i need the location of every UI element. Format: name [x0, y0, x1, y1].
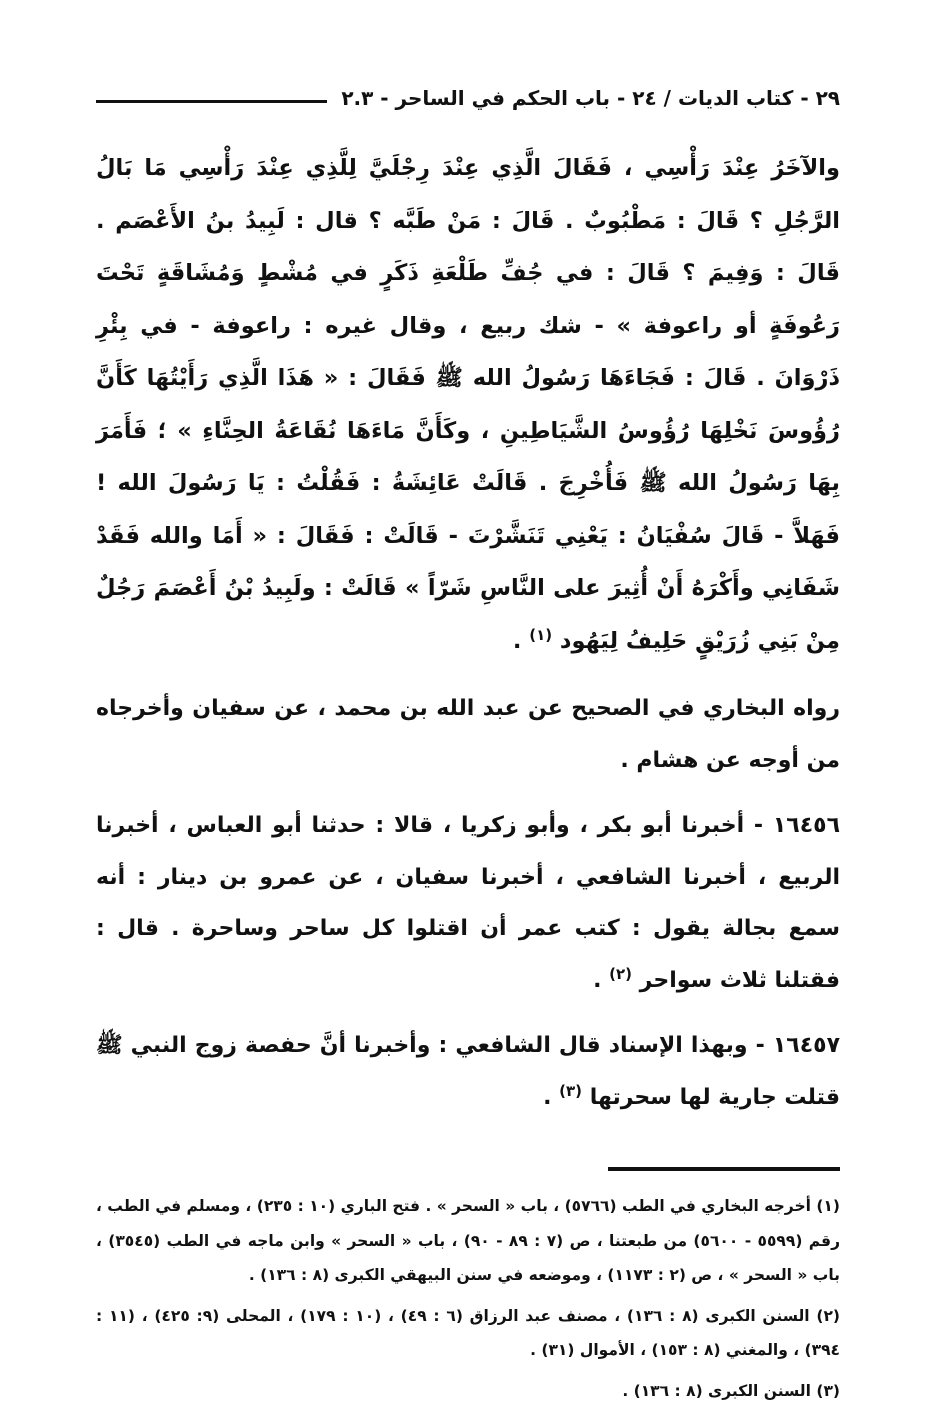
footnote-2: (٢) السنن الكبرى (٨ : ١٣٦) ، مصنف عبد الرزاق (٦ : ٤٩) ، (١٠ : ١٧٩) ، المحلى (٩: ٤٢٥) ، (١١ : ٣٩٤) ، والمغني (٨ : ١٥٣) ، الأموال (٣١) . [96, 1299, 840, 1368]
footnotes [96, 1189, 840, 1408]
paragraph-end: . [513, 628, 529, 654]
running-header [96, 78, 840, 118]
paragraph-text: والآخَرُ عِنْدَ رَأْسِي ، فَقَالَ الَّذِي عِنْدَ رِجْلَيَّ لِلَّذِي عِنْدَ رَأْسِي مَا بَالُ الرَّجُلِ ؟ قَالَ : مَطْبُوبٌ . قَالَ : مَنْ طَبَّه ؟ قال : لَبِيدُ بنُ الأَعْصَم . قَالَ : وَفِيمَ ؟ قَالَ : في جُفِّ طَلْعَةِ ذَكَرٍ في مُشْطٍ وَمُشَاقَةٍ تَحْتَ رَعُوفَةٍ أو راعوفة » - شك ربيع ، وقال غيره : راعوفة - في بِئْرِ ذَرْوَانَ . قَالَ : فَجَاءَهَا رَسُولُ الله ﷺ فَقَالَ : « هَذَا الَّذِي رَأَيْتُهَا كَأَنَّ رُؤُوسَ نَخْلِهَا رُؤُوسُ الشَّيَاطِينِ ، وكَأَنَّ مَاءَهَا نُقَاعَةُ الحِنَّاءِ » ؛ فَأَمَرَ بِهَا رَسُولُ الله ﷺ فَأُخْرِجَ . قَالَتْ عَائِشَةُ : فَقُلْتُ : يَا رَسُولَ الله ! فَهَلاَّ - قَالَ سُفْيَانُ : يَعْنِي تَنَشَّرْتَ - قَالَتْ : فَقَالَ : « أَمَا والله فَقَدْ شَفَانِي وأَكْرَهُ أَنْ أُثِيرَ على النَّاسِ شَرّاً » قَالَتْ : ولَبِيدُ بْنُ أَعْصَمَ رَجُلٌ مِنْ بَنِي زُرَيْقٍ حَلِيفُ لِيَهُود [96, 155, 840, 654]
narration-note-paragraph [96, 683, 840, 786]
paragraph-end: . [593, 968, 609, 993]
footnote-ref-1: (١) [529, 626, 552, 644]
paragraph-end: . [543, 1085, 559, 1110]
paragraph-text: ١٦٤٥٦ - أخبرنا أبو بكر ، وأبو زكريا ، قالا : حدثنا أبو العباس ، أخبرنا الربيع ، أخبرنا الشافعي ، أخبرنا سفيان ، عن عمرو بن دينار : أنه سمع بجالة يقول : كتب عمر أن اقتلوا كل ساحر وساحرة . قال : فقتلنا ثلاث سواحر [96, 813, 840, 993]
running-header-title: ٢٩ - كتاب الديات / ٢٤ - باب الحكم في الساحر - ٢.٣ [327, 86, 840, 110]
hadith-matn-paragraph [96, 142, 840, 667]
footnote-3: (٣) السنن الكبرى (٨ : ١٣٦) . [96, 1374, 840, 1408]
main-text [96, 142, 840, 1123]
footnote-separator [608, 1167, 840, 1171]
footnote-1: (١) أخرجه البخاري في الطب (٥٧٦٦) ، باب « السحر » . فتح الباري (١٠ : ٢٣٥) ، ومسلم في الطب ، رقم (٥٥٩٩ - ٥٦٠٠) من طبعتنا ، ص (٧ : ٨٩ - ٩٠) ، باب « السحر » وابن ماجه في الطب (٣٥٤٥) ، باب « السحر » ، ص (٢ : ١١٧٣) ، وموضعه في سنن البيهقي الكبرى (٨ : ١٣٦) . [96, 1189, 840, 1293]
document-page [96, 78, 840, 1408]
footnote-ref-2: (٢) [609, 965, 632, 983]
paragraph-text: ١٦٤٥٧ - وبهذا الإسناد قال الشافعي : وأخبرنا أنَّ حفصة زوج النبي ﷺ قتلت جارية لها سحرتها [96, 1033, 840, 1110]
hadith-16457-paragraph [96, 1020, 840, 1123]
hadith-16456-paragraph [96, 800, 840, 1006]
footnote-ref-3: (٣) [559, 1082, 582, 1100]
paragraph-text: رواه البخاري في الصحيح عن عبد الله بن محمد ، عن سفيان وأخرجاه من أوجه عن هشام . [96, 696, 840, 773]
header-rule [96, 100, 327, 103]
